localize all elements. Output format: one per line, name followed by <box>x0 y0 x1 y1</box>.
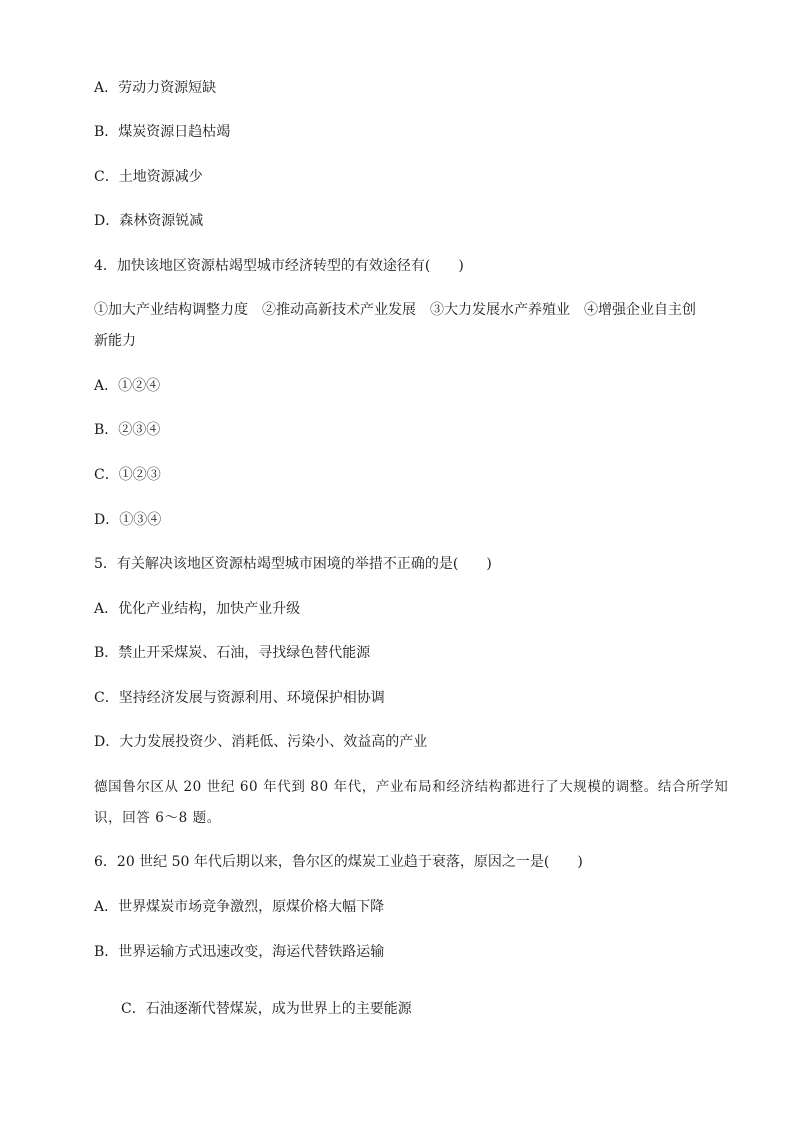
question-5: 5．有关解决该地区资源枯竭型城市困境的举措不正确的是( ) <box>94 556 492 572</box>
option-5b: B．禁止开采煤炭、石油，寻找绿色替代能源 <box>94 645 371 661</box>
option-5c: C．坚持经济发展与资源利用、环境保护相协调 <box>94 690 385 706</box>
option-3b: B．煤炭资源日趋枯竭 <box>94 124 231 140</box>
option-6c: C．石油逐渐代替煤炭，成为世界上的主要能源 <box>121 1001 412 1017</box>
option-3d: D．森林资源锐减 <box>94 213 204 229</box>
option-5d: D．大力发展投资少、消耗低、污染小、效益高的产业 <box>94 734 428 750</box>
option-3c: C．土地资源减少 <box>94 169 203 185</box>
passage-text-cont: 识，回答 6～8 题。 <box>94 810 221 826</box>
question-4-statements: ①加大产业结构调整力度 ②推动高新技术产业发展 ③大力发展水产养殖业 ④增强企业自主创 <box>94 302 696 318</box>
option-4c: C．①②③ <box>94 467 161 483</box>
option-4a: A．①②④ <box>94 378 161 394</box>
option-6a: A．世界煤炭市场竞争激烈，原煤价格大幅下降 <box>94 899 385 915</box>
passage-text: 德国鲁尔区从 20 世纪 60 年代到 80 年代，产业布局和经济结构都进行了大规模的调整。结合所学知 <box>94 779 729 795</box>
option-3a: A．劳动力资源短缺 <box>94 80 217 96</box>
option-6b: B．世界运输方式迅速改变，海运代替铁路运输 <box>94 944 385 960</box>
question-4-statements-cont: 新能力 <box>94 333 136 349</box>
option-5a: A．优化产业结构，加快产业升级 <box>94 601 301 617</box>
question-4: 4．加快该地区资源枯竭型城市经济转型的有效途径有( ) <box>94 258 464 274</box>
option-4d: D．①③④ <box>94 512 162 528</box>
question-6: 6．20 世纪 50 年代后期以来，鲁尔区的煤炭工业趋于衰落，原因之一是( ) <box>94 854 583 870</box>
option-4b: B．②③④ <box>94 422 161 438</box>
